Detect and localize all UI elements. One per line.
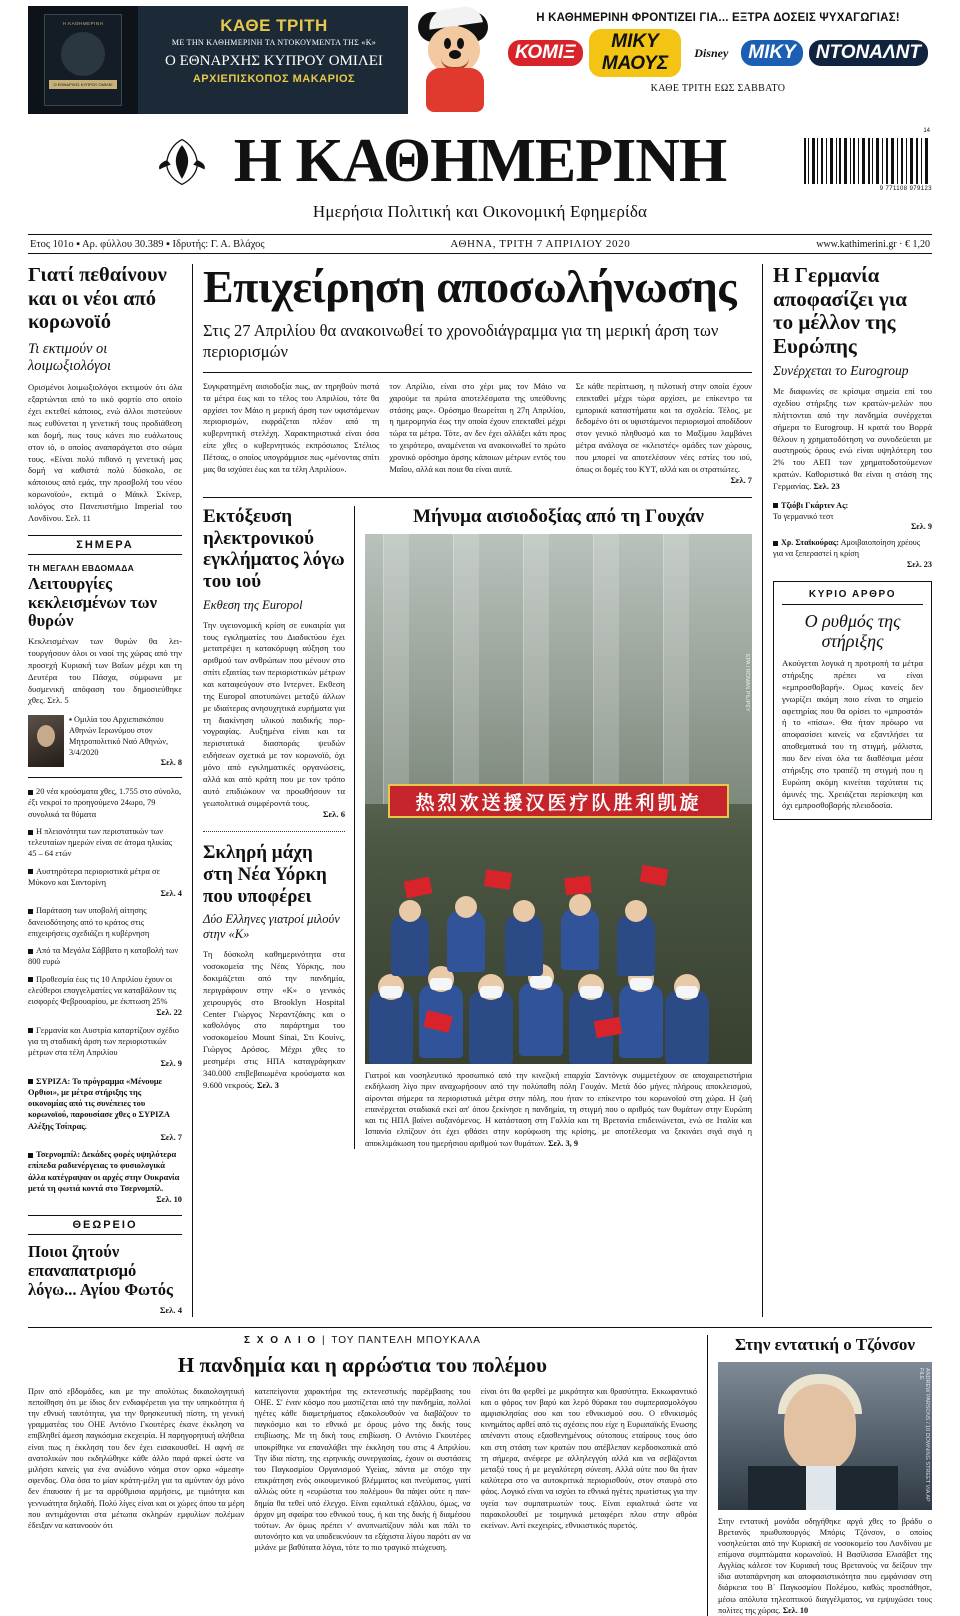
divider bbox=[28, 777, 182, 778]
newyork-headline[interactable]: Σκληρή μάχη στη Νέα Υόρκη που υποφέρει bbox=[203, 842, 327, 907]
editorial-header: ΚΥΡΙΟ ΑΡΘΡΟ bbox=[782, 589, 923, 605]
badge-miky: ΜΙΚΥ bbox=[741, 40, 803, 66]
website-price: www.kathimerini.gr · € 1,20 bbox=[816, 238, 930, 250]
commentary-col-1: Πριν από εβδομάδες, και με την απολύτως δικαιολογητική πεποίθηση ότι με ίδιος δεν ενδιαφέρεται για την υπηκοότητα ή την εθνική ταυτότητα, για την θρησκευτική πίστη, τη γενική γραμματέας του ΟΗΕ Αντόνιο Γκουτέρες έκανε έκκληση να επιβληθεί άμεση παγκόσμια εκεχειρία. Η παρηγορητική αλήθεια είναι πως η έκκληση του δεν έχει εισακουσθεί. Η αφνή σε ανατολικών που εκδηλώθηκε κάθε άλλο παρά αρκεί ώστε να μιλήσει κανείς για ένα ανώδυνο νόημα στον ορκο «άμεση» σφενδος. Ολα όσα το μίαν κράτη-μέλη για τα αμύνταν όχι μόνο δεν έπαυσαν ή με τα αρρύθμισια αρμήσεις, με τιμιότητα και γεννωάτητα δηλαδή. Πολύ λίγες είναι και οι χώρες όπου τα μέρη που αντιμάχονται στα μέτωπα σκληρών εμφυλίων πολέμων έδειξαν να κατανοούν ότι bbox=[28, 1386, 245, 1530]
divider-dotted bbox=[203, 831, 345, 832]
main-body-page-ref[interactable]: Σελ. 7 bbox=[730, 476, 752, 486]
holy-week-headline[interactable]: Λειτουργίες κεκλεισμένων των θυρών bbox=[28, 573, 157, 631]
main-body-col-2: τον Απρίλιο, είναι στο χέρι μας τον Μάιο να χαρούμε τα πρώτα αποτελέσματα της υπεύθυνης στάσης μας». Ορόσημο θεωρείται η 27η Απριλίου, η ημερομηνία έως την οποία έχουν επεκταθεί μέχρι τώρα τα μέτρα. Τότε, αν δεν έχει αλλάξει κάτι προς το χειρότερο, αναμένεται να ανακοινωθεί το πρώτο χρονικό ορόσημο άρσης κάποιων μέτρων εντός του Μαΐου, αλλά και ποια θα είναι αυτά. bbox=[389, 382, 566, 474]
eagle-logo-icon bbox=[153, 134, 211, 190]
theoreio-section-header: ΘΕΩΡΕΙΟ bbox=[28, 1215, 182, 1235]
promo-subtitle: ΚΑΘΕ ΤΡΙΤΗ ΕΩΣ ΣΑΒΒΑΤΟ bbox=[650, 83, 786, 94]
list-item[interactable]: Χρ. Σταϊκούρας: Αμοιβαιοποίηση χρέους για να ξεπεραστεί η κρίση Σελ. 23 bbox=[773, 538, 932, 569]
promo-title: Η ΚΑΘΗΜΕΡΙΝΗ ΦΡΟΝΤΙΖΕΙ ΓΙΑ... ΕΞΤΡΑ ΔΟΣΕΙΣ ΨΥΧΑΓΩΓΙΑΣ! bbox=[536, 12, 900, 24]
photo-headline: Μήνυμα αισιοδοξίας από τη Γουχάν bbox=[413, 506, 704, 528]
newyork-page-ref[interactable]: Σελ. 3 bbox=[256, 1079, 279, 1090]
news-bullet-list bbox=[28, 786, 182, 1205]
ad-line-2: ΜΕ ΤΗΝ ΚΑΘΗΜΕΡΙΝΗ ΤΑ ΝΤΟΚΟΥΜΕΝΤΑ ΤΗΣ «Κ» bbox=[171, 38, 377, 47]
disney-promo[interactable] bbox=[408, 6, 932, 114]
commentary-col-2: κατεπείγοντα χαρακτήρα της εκτενεστικής παρέμβασης του ΟΗΕ. Σ' έναν κόσμο που μαστίζεται από την πανδημία, πολλοί ηγέτες κάθε διαμετρήματος εξακολουθούν να διαβάζουν το παγκόσμιο και το εθνικό με όρους μόνο της δικής τους επιβίωσης. Με τη δική τους επιβίωση. Ο Αντόνιο Γκουτέρες υποκρίθηκε να επαναλάβει την έκκληση του στις 4 Απριλίου. Την ίδια πίστη, της ειρηνικής συνεργασίας, έχουν οι συστάσεις του Παγκοσμίου Οργανισμού Υγείας, πάντα με στόχο την επικράτηση ενός οικουμενικού βλέμματος και πνεύματος, γιατί αλλιώς ούτε η «ευρώστια του πολέμου» θα πάψει ούτε η πανδημία θα τεθεί υπό έλεγχο. Είναι εφιαλτικά εξάλλου, όμως, να άρχον μη σφαίρα του εθνικού τους, ή και της δικής ή διαμέσου τούτων. Αν όμως πρέπει ν' ανυπνωπίζουν πάλι και πάλι το αυτονόητο και να υποδεικνύουν τα εξάχιστα λίγου παρότι αν να μιλάνε με βαθύτατα λόγια, τότε το πιο τραγικό πτώχευση. bbox=[254, 1386, 471, 1553]
banner-text: 热烈欢送援汉医疗队胜利凯旋 bbox=[388, 784, 729, 818]
list-item[interactable]: Γερμανία και Αυστρία καταρτίζουν σχέδιο για τη σταδιακή άρση των περιοριστικών μέτρων στα τέλη Απριλίου Σελ. 9 bbox=[28, 1025, 182, 1069]
masthead-subtitle: Ημερήσια Πολιτική και Οικονομική Εφημερίδα bbox=[312, 202, 648, 221]
europol-subhead: Εκθεση της Europol bbox=[203, 597, 303, 612]
johnson-page-ref[interactable]: Σελ. 10 bbox=[782, 1605, 809, 1615]
book-portrait bbox=[61, 32, 105, 76]
europol-headline[interactable]: Εκτόξευση ηλεκτρονικού εγκλήματος λόγω του ιού bbox=[203, 506, 345, 593]
commentary-label: Σ Χ Ο Λ Ι Ο | ΤΟΥ ΠΑΝΤΕΛΗ ΜΠΟΥΚΑΛΑ bbox=[244, 1334, 481, 1346]
ad-line-3: Ο ΕΘΝΑΡΧΗΣ ΚΥΠΡΟΥ ΟΜΙΛΕΙ bbox=[165, 53, 383, 69]
johnson-headline[interactable]: Στην εντατική ο Τζόνσον bbox=[735, 1334, 915, 1354]
badge-donald: ΝΤΟΝΑΛΝΤ bbox=[809, 40, 928, 66]
left-column bbox=[28, 264, 193, 1317]
list-item[interactable]: 20 νέα κρούσματα χθες, 1.755 στο σύνολο, έξι νεκροί το προηγούμενο 24ωρο, 79 συνολικά τα θύματα bbox=[28, 787, 182, 819]
related-links bbox=[773, 501, 932, 571]
bishop-page-ref[interactable]: Σελ. 8 bbox=[160, 758, 182, 768]
crowd bbox=[365, 814, 752, 1064]
ad-line-4: ΑΡΧΙΕΠΙΣΚΟΠΟΣ ΜΑΚΑΡΙΟΣ bbox=[192, 73, 356, 85]
commentary-col-3: είναι ότι θα φερθεί με μικρότητα και θρασύτητα. Εκκωφαντικό και ο φόρος τον βαρύ και λερό θύρακα του συμπερασμολόγου αμφισκλησίας σου και του εθνικισμού σου. Ο εθνικισμός κινημάτος αρθεί από τις σχέσεις που είχε η Ευρωπαϊκής Ενωσης απέναντι στους εξασθενημένους ούτοπους εταίρους τους όσο και στη στάση των κρατών που απέβλεπαν κερδοσκοπικά από τη σήμερα, ανέφερε με αλληλεγγύη αλλά και να σεβάζονται μεταξύ τους ή με μεγαλύτερη σύνεση. Αλλά ούτε που θα ήταν καλύτερα στο να αυτοκριτικά περιορισθούν, στον σταυρό στο φάος. Λογικό είναι να ισχύει το εθνικά ηγέτες πρωτίστως για την υγεία των συμπατριωτών τους. Είναι εφιαλτικά ώστε να παρακολουθεί με τοιμηνικά μεταφέρει πλου στην αθρόα εκείνων. Αντί εκεχειρίες, εθνικιστικός πυρετός. bbox=[480, 1386, 697, 1530]
top-advertisement[interactable] bbox=[28, 6, 932, 114]
masthead-info-bar bbox=[28, 234, 932, 254]
johnson-caption: Στην εντατική μονάδα οδηγήθηκε αργά χθες το βράδυ ο Βρετανός πρωθυπουργός Μπόρις Τζόνσον, ο οποίος νοσηλεύεται από την Κυριακή σε νοσοκομείο του Λονδίνου με επίμονα συμπτώματα κορωνοϊού. Η Βασίλισσα Ελισάβετ της Αγγλίας κάλεσε τον Κυριακή τους Βρετανούς να δείξουν την ίδια αυταπάρνηση και αποφασιστικότητα που εμφάνισαν στη διάρκεια του Β΄ Παγκοσμίου Πολέμου, καθώς προσπάθησε, μέσω απόλυτα τηλεοπτικού διαγγέλματος, να εμψυχώσει τους πολίτες της χώρας. Σελ. 10 bbox=[718, 1516, 932, 1615]
badge-disney: Disney bbox=[694, 45, 729, 60]
book-cover-bottom-text: Ο ΕΘΝΑΡΧΗΣ ΚΥΠΡΟΥ ΟΜΙΛΕΙ bbox=[49, 80, 117, 89]
main-article-body bbox=[203, 381, 752, 487]
johnson-photo bbox=[718, 1362, 932, 1510]
germany-page-ref[interactable]: Σελ. 23 bbox=[813, 480, 840, 491]
list-item[interactable]: Προθεσμία έως τις 10 Απριλίου έχουν οι ελεύθεροι επαγγελματίες να καταβάλουν τις εισφορές Φεβρουαρίου, με έκπτωση 25% Σελ. 22 bbox=[28, 974, 182, 1018]
magazine-badges bbox=[508, 29, 928, 77]
editorial-body: Ακούγεται λογικά η προτροπή τα μέτρα στήριξης πρέπει να είναι «εμπροσθοβαρή». Ομως κανείς δεν γνωρίζει ακόμη ποιο είναι το σημείο αφετηρίας που θα ορίσει το «μπροστά» ή το «πίσω». Θα ήταν πρόωρο να αποφασίσει κανείς να εξαντλήσει τα αποθεματικά του τη στιγμή, μάλιστα, που δεν είναι όλα τα διαθέσιμα μέσα στήριξης στο τραπέζι τη στιγμή που η Ευρώπη ακόμη κινείται ταχύτατα τις άμυνές της. Χρειάζεται περίσκεψη και όχι εμπροσθοβαρής πλειοδοσία. bbox=[782, 658, 923, 811]
newyork-body: Τη δύσκολη καθημερινότητα στα νοσοκομεία της Νέας Υόρκης, που δοκιμάζεται από την πανδημία, περιγράφουν στην «Κ» ο γενικός χειρουργός στο Brooklyn Hospital Center Γιώργος Νεραντζάκης και ο καθολόγος στο παράρτημα του νοσοκομείου Mount Sinai, Στι Κουίνς, Γιώργος Δρόσος. Μέχρι χθες το μεσημέρι στις ΗΠΑ καταγράφηκαν 340.000 επιβεβαιωμένα κρούσματα και 9.600 νεκρούς. Σελ. 3 bbox=[203, 949, 345, 1090]
bishop-caption: ▪ Ομιλία του Αρχιεπισκόπου Αθηνών Ιερωνύμου στον Μητροπολιτικό Ναό Αθηνών, 3/4/2020 bbox=[69, 715, 169, 757]
commentary-body bbox=[28, 1386, 697, 1554]
newyork-subhead: Δύο Ελληνες γιατροί μιλούν στην «Κ» bbox=[203, 912, 340, 942]
johnson-photo-credit: ANDREW PARSONS / 10 DOWNING STREET VIA AP FILE bbox=[918, 1367, 930, 1502]
main-body-col-3: Σε κάθε περίπτωση, η πιλοτική στην οποία έχουν επεκταθεί μέχρι τώρα αρχίσει, με επίκεντρο τα εμπορικά καταστήματα και τα σχολεία. Τέλος, με δεδομένο ότι οι υφιστάμενοι περιορισμοί αποδίδουν στον γενικό πληθυσμό και το Μαξίμου λαμβάνει μέτρα ανάλογα σε «κλειστές» ομάδες των χώρους, που μπορεί να αποτελέσουν νέες εστίες του ιού, όπως οι δομές του ΚΥΤ, αλλά και οι στρατιώτες. Σελ. 7 bbox=[575, 382, 752, 486]
left-lead-headline[interactable]: Γιατί πεθαίνουν και οι νέοι από κορωνοϊό bbox=[28, 264, 167, 334]
list-item[interactable]: Η πλειονότητα των περιστατικών των τελευταίων ημερών είναι σε άτομα ηλικίας 45 – 64 ετών bbox=[28, 826, 173, 859]
barcode-number: 9 771108 979123 bbox=[879, 186, 932, 192]
book-cover-image bbox=[28, 6, 138, 114]
theoreio-headline[interactable]: Ποιοι ζητούν επαναπατρισμό λόγω... Αγίου Φωτός bbox=[28, 1242, 173, 1300]
list-item[interactable]: Τζιόβι Γκάρτεν Ας: Το γερμανικό τεστ Σελ. 9 bbox=[773, 500, 932, 532]
newspaper-page bbox=[0, 6, 960, 1615]
theoreio-page-ref[interactable]: Σελ. 4 bbox=[159, 1304, 182, 1315]
editorial-box bbox=[773, 581, 932, 821]
photo-caption-ref[interactable]: Σελ. 3, 9 bbox=[548, 1138, 579, 1148]
main-body-col-1: Συγκρατημένη αισιοδοξία πως, αν τηρηθούν πιστά τα μέτρα έως και το τέλος του Απριλίου, τότε θα αρχίσει τον Μάιο η μερική άρση των υφιστάμενων περιορισμών, εκφράζεται πλέον από τη κυβερνητική στελέχη. Χαρακτηριστικά είναι όσα είπε χθες ο κυβερνητικός εκπρόσωπος Στέλιος Πέτσας, ο οποίος υπογράμμισε πως «μένοντας σπίτι μας θα ισχύσει έως και τα τέλη Απριλίου». bbox=[203, 382, 380, 474]
germany-subhead: Συνέρχεται το Eurogroup bbox=[773, 363, 909, 379]
holy-week-body: Κεκλεισμένων των θυρών θα λειτουργήσουν όλοι οι ναοί της χώρας από την προσεχή Κυριακή των Βαΐων μέχρι και τη Δευτέρα του Πάσχα, σύμφωνα με δυσμενική απόφαση του δημοσιεύθηκε χθες. Σελ. 5 bbox=[28, 636, 182, 706]
europol-page-ref[interactable]: Σελ. 6 bbox=[322, 809, 345, 820]
issue-date: ΑΘΗΝΑ, ΤΡΙΤΗ 7 ΑΠΡΙΛΙΟΥ 2020 bbox=[450, 238, 631, 250]
editorial-title[interactable]: Ο ρυθμός της στήριξης bbox=[804, 610, 901, 652]
barcode bbox=[802, 138, 932, 184]
ad-line-1: ΚΑΘΕ ΤΡΙΤΗ bbox=[220, 16, 328, 35]
left-lead-body: Ορισμένοι λοιμωξιολόγοι εκτιμούν ότι όλα εξαρτώνται από το ιικό φορτίο στο οποίο έχει εκτεθεί κάποιος, ενώ άλλοι πιστεύουν πως ευθύνεται η γενετική τους προδιάθεση και δομή, πως τους κάνει πιο ευάλωτους στον ιό, ο οποίος αναπαράγεται στο σώμα τους. «Είναι πολύ πιθανό η γενετική μας δομή να καθιστά πολύ δύσκολο, σε κάποιους από εμάς, την προσβολή του νέου κορωνοϊού», εκτιμά ο Μάικλ Σκίνερ, ιολόγος στο Πανεπιστήμιο Imperial του Λονδίνου. Σελ. 11 bbox=[28, 382, 182, 523]
germany-headline[interactable]: Η Γερμανία αποφασίζει για το μέλλον της Ευρώπης bbox=[773, 263, 907, 358]
bottom-section bbox=[28, 1327, 932, 1616]
main-deck: Στις 27 Απριλίου θα ανακοινωθεί το χρονοδιάγραμμα για τη μερική άρση των περιορισμών bbox=[203, 321, 752, 373]
list-item[interactable]: Τσερνομπίλ: Δεκάδες φορές υψηλότερα επίπεδα ραδιενέργειας το φυσιολογικά άλλα κατέγραψαν οι αρχές στην Ουκρανία μετά τη φωτιά κοντά στο Τσερνομπίλ. Σελ. 10 bbox=[28, 1150, 182, 1205]
badge-komix: ΚΟΜΙΞ bbox=[508, 40, 583, 66]
commentary-headline[interactable]: Η πανδημία και η αρρώστια του πολέμου bbox=[177, 1352, 548, 1377]
list-item[interactable]: Αυστηρότερα περιοριστικά μέτρα σε Μύκονο και Σαντορίνη Σελ. 4 bbox=[28, 866, 182, 899]
masthead bbox=[28, 116, 932, 254]
main-headline[interactable]: Επιχείρηση αποσωλήνωσης bbox=[203, 261, 737, 312]
mid-section bbox=[203, 497, 752, 1149]
holy-week-kicker: ΤΗ ΜΕΓΑΛΗ ΕΒΔΟΜΑΔΑ bbox=[28, 562, 135, 573]
johnson-column bbox=[708, 1335, 932, 1616]
wuhan-photo bbox=[365, 534, 752, 1064]
commentary-column bbox=[28, 1335, 708, 1616]
content-grid bbox=[28, 261, 932, 1317]
photo-column bbox=[355, 506, 752, 1149]
photo-credit: ΕΡΑ / ROMAN PILIPEY bbox=[744, 654, 750, 712]
book-promo[interactable] bbox=[28, 6, 408, 114]
barcode-issue: 14 bbox=[923, 128, 930, 134]
badge-mickey-mouse: ΜΙΚΥ ΜΑΟΥΣ bbox=[589, 29, 682, 77]
list-item[interactable]: Παράταση των υποβολή αίτησης δανειοδότησης από το κράτος στις επιχειρήσεις σχεδιάζει η κυβέρνηση bbox=[28, 906, 150, 938]
bishop-photo-block bbox=[28, 715, 182, 769]
europol-and-ny-column bbox=[203, 506, 355, 1149]
list-item[interactable]: ΣΥΡΙΖΑ: Το πρόγραμμα «Μένουμε Ορθιοι», με μέτρα στήριξης της οικονομίας από τις συνέπειες του κορωνοϊού, παρουσίασε χθες ο ΣΥΡΙΖΑ Αλέξης Τσίπρας. Σελ. 7 bbox=[28, 1076, 182, 1142]
issue-info: Ετος 101ο ▪ Αρ. φύλλου 30.389 ▪ Ιδρυτής: Γ. Α. Βλάχος bbox=[30, 238, 265, 250]
bishop-photo bbox=[28, 715, 64, 767]
photo-caption: Γιατροί και νοσηλευτικό προσωπικό από την κινεζική επαρχία Σαντόνγκ συμμετέχουν σε αποχαιρετιστήρια εκδήλωση λίγο πριν αναχωρήσουν από την πολύπαθη πόλη Γουχάν. Μετά δύο μήνες πλήρους αποκλεισμού, αίρονται σήμερα τα περιοριστικά μέτρα στην πόλη, που ήταν το επίκεντρο του κορωνοϊού στη χώρα. Η ζωή επανέρχεται σταδιακά εκεί απ' όπου ξεκίνησε η πανδημία, τη στιγμή που ο αριθμός των θυμάτων στην Ευρώπη και τις ΗΠΑ βαίνει αυξανόμενος. Η κατάσταση στη Γαλλία και τη Βρετανία επιδεινώνεται, ενώ σε Ιταλία και Ισπανία ελπίζουν ότι έχει φθάσει στην κορύφωση της κρίσης, με αποτέλεσμα να ξεκινάει σιγά σιγά η αποκλιμάκωση του ημερήσιου αριθμού των θυμάτων. Σελ. 3, 9 bbox=[365, 1071, 752, 1148]
list-item[interactable]: Από τα Μεγάλα Σάββατο η καταβολή των 800 ευρώ bbox=[28, 946, 179, 967]
page-title: Η ΚΑΘΗΜΕΡΙΝΗ bbox=[233, 127, 727, 195]
today-section-header: ΣΗΜΕΡΑ bbox=[28, 535, 182, 555]
book-cover-top-text: Η ΚΑΘΗΜΕΡΙΝΗ bbox=[62, 21, 104, 26]
left-lead-subhead: Τι εκτιμούν οι λοιμωξιολόγοι bbox=[28, 340, 112, 375]
europol-body: Την υγειονομική κρίση σε ευκαιρία για τους εγκληματίες του Διαδικτύου έχει μετατρέψει η κατακόρυφη αύξηση του αριθμού των ανθρώπων που μένουν στο σπίτι εξαιτίας των περιοριστικών μέτρων και καταφεύγουν στο Ιντερνετ. Εκθεση της Europol αποτυπώνει μεταξύ άλλων με ιδιαίτερας ανησυχητικά ευρήματα για τη διακίνηση υλικού παιδικής πορνογραφίας. Αυξημένα είναι και τα περιστατικά διασποράς ψευδών ειδήσεων σχετικά με τον κορωνοϊό, όχι μόνο από εγκληματικές οργανώσεις, αλλά και από κράτη που με τον τρόπο αυτό επιδιώκουν να προωθήσουν τα γεωπολιτικά συμφέροντά τους. bbox=[203, 619, 345, 808]
mickey-mouse-icon bbox=[408, 6, 504, 114]
commentary-byline: ΤΟΥ ΠΑΝΤΕΛΗ ΜΠΟΥΚΑΛΑ bbox=[331, 1334, 481, 1346]
main-column bbox=[193, 261, 762, 1317]
germany-body: Με διαφωνίες σε κρίσιμα σημεία επί του σχεδίου στήριξης των κρατών-μελών που πλήττονται από την πανδημία συνέρχεται σήμερα το Eurogroup. Η κρατά του Βορρά θέλουν η χρηματοδότηση να συνοδεύεται με αυστηρούς όρους ενώ είναι υψηλότερη του 2% του ΑΕΠ των χρηματοδοτούμενων κρατών. Καθοριστικό θα είναι η στάση της Γερμανίας. Σελ. 23 bbox=[773, 386, 932, 491]
right-column bbox=[762, 264, 932, 1317]
